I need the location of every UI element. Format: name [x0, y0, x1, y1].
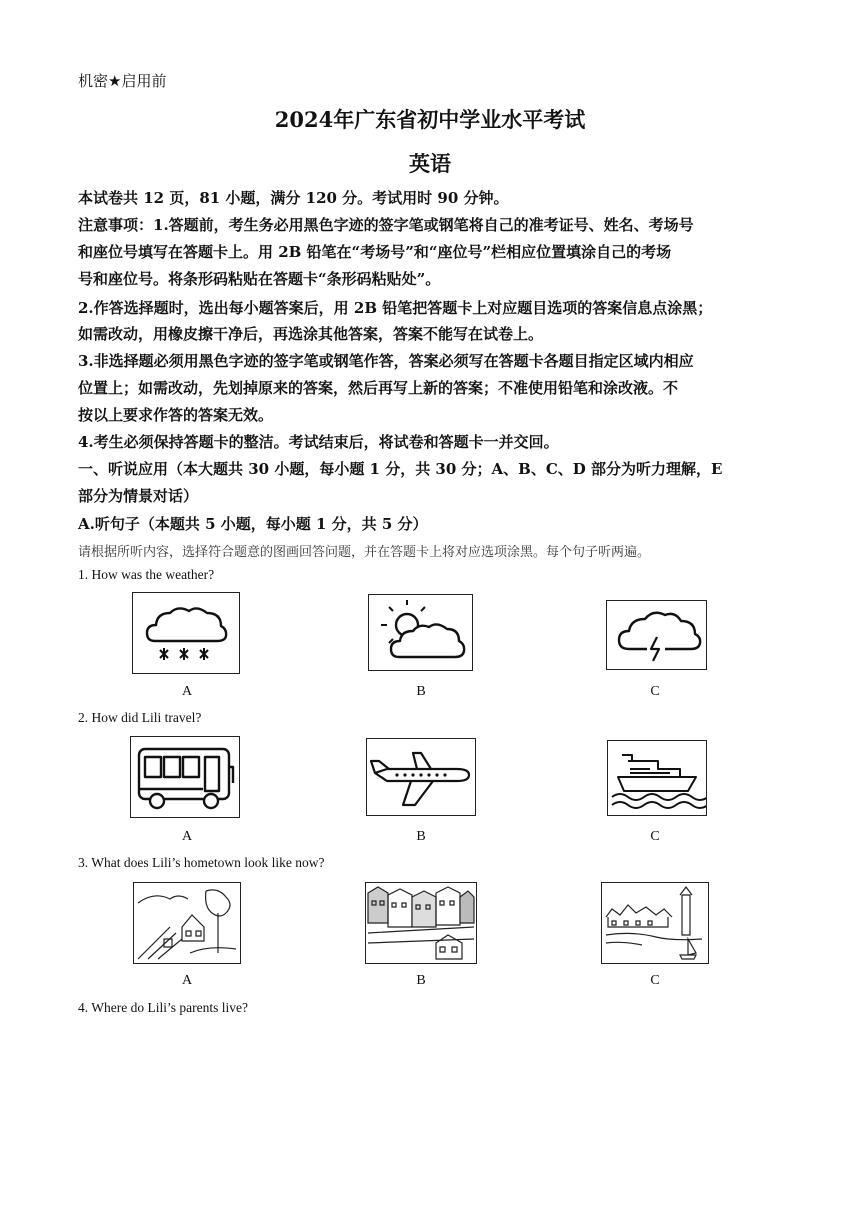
subject-title: 英语: [409, 151, 451, 176]
snow-cloud-icon: [132, 592, 240, 674]
thunder-cloud-icon: [606, 600, 707, 670]
question-4: 4. Where do Lili’s parents live?: [78, 1000, 248, 1015]
ship-icon: [607, 740, 707, 816]
part-a-instruction: 请根据所听内容，选择符合题意的图画回答问题，并在答题卡上将对应选项涂黑。每个句子听两遍。: [78, 545, 651, 560]
question-2: 2. How did Lili travel?: [78, 710, 202, 725]
notes-line: 如需改动，用橡皮擦干净后，再选涂其他答案，答案不能写在试卷上。: [78, 325, 544, 343]
section-heading: 一、听说应用（本大题共 30 小题，每小题 1 分，共 30 分；A、B、C、D 部分为听力理解，E: [78, 460, 723, 478]
notes-line: 按以上要求作答的答案无效。: [78, 406, 274, 424]
notes-line: 号和座位号。将条形码粘贴在答题卡“条形码粘贴处”。: [78, 270, 441, 288]
option-b-label: B: [416, 684, 426, 699]
bus-icon: [130, 736, 240, 818]
question-1: 1. How was the weather?: [78, 567, 215, 582]
notes-line: 4.考生必须保持答题卡的整洁。考试结束后，将试卷和答题卡一并交回。: [78, 433, 559, 451]
notes-line: 和座位号填写在答题卡上。用 2B 铅笔在“考场号”和“座位号”栏相应位置填涂自己的考场: [78, 243, 672, 261]
exam-info: 本试卷共 12 页，81 小题，满分 120 分。考试用时 90 分钟。: [78, 189, 509, 207]
option-c-label: C: [650, 973, 660, 988]
notes-line: 位置上；如需改动，先划掉原来的答案，然后再写上新的答案；不准使用铅笔和涂改液。不: [78, 379, 679, 397]
option-a-label: A: [181, 829, 193, 844]
seaside-town-sketch: [601, 882, 709, 964]
airplane-icon: [366, 738, 476, 816]
exam-title: 2024年广东省初中学业水平考试: [274, 107, 586, 132]
notes-line: 3.非选择题必须用黑色字迹的签字笔或钢笔作答，答案必须写在答题卡各题目指定区域内相应: [78, 352, 694, 370]
option-b-label: B: [416, 973, 426, 988]
sun-behind-cloud-icon: [368, 594, 473, 671]
village-sketch: [133, 882, 241, 964]
confidential-label: 机密★启用前: [78, 72, 167, 90]
option-c-label: C: [650, 684, 660, 699]
option-c-label: C: [650, 829, 660, 844]
notes-line: 2.作答选择题时，选出每小题答案后，用 2B 铅笔把答题卡上对应题目选项的答案信息点涂黑；: [78, 299, 713, 317]
option-a-label: A: [181, 973, 193, 988]
part-a-heading: A.听句子（本题共 5 小题，每小题 1 分，共 5 分）: [78, 515, 428, 533]
city-street-sketch: [365, 882, 477, 964]
option-b-label: B: [416, 829, 426, 844]
section-heading: 部分为情景对话）: [78, 487, 199, 505]
question-3: 3. What does Lili’s hometown look like now?: [78, 855, 325, 870]
notes-line: 注意事项：1.答题前，考生务必用黑色字迹的签字笔或钢笔将自己的准考证号、姓名、考场号: [78, 216, 694, 234]
option-a-label: A: [181, 684, 193, 699]
